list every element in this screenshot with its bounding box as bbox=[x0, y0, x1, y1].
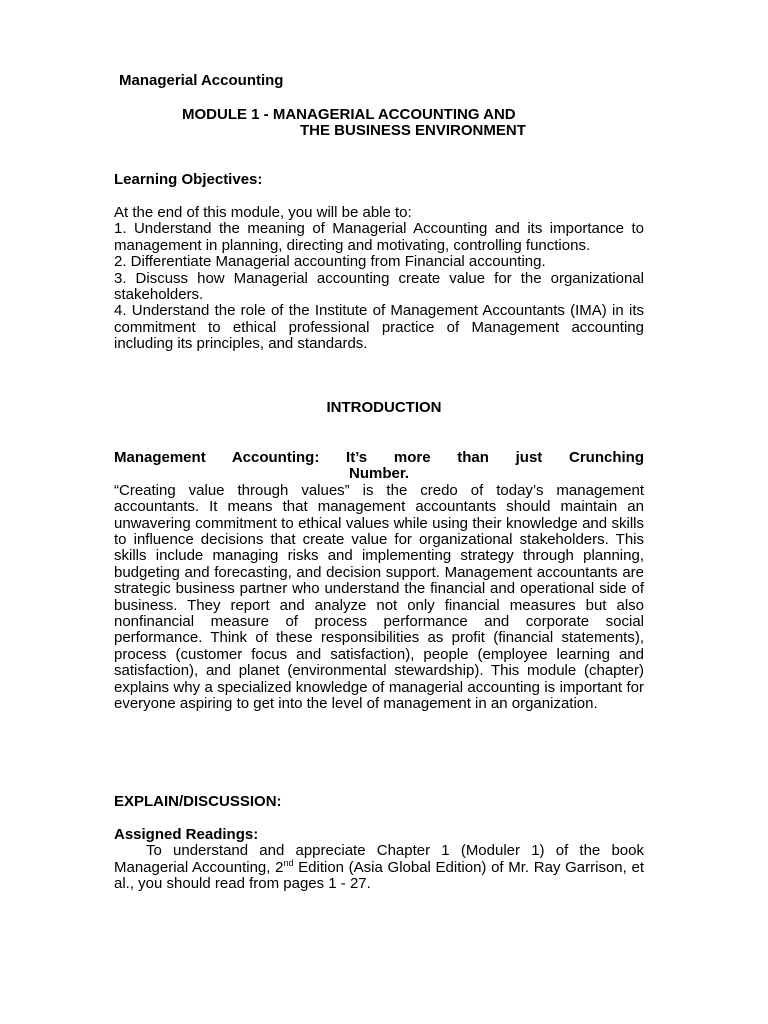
introduction-body: “Creating value through values” is the credo of today’s management accountants. It means that management accountants should maintain an unwavering commitment to ethical values while using their knowledge and skills to influence decisions that create value for organizational stakeholders. This skills include managing risks and implementing strategy through planning, budgeting and forecasting, and decision support. Management accountants are strategic business partner who understand the financial and operational side of business. They report and analyze not only financial measures but also nonfinancial measure of process performance and corporate social performance. Think of these responsibilities as profit (financial statements), process (customer focus and satisfaction), people (employee learning and satisfaction), and planet (environmental stewardship). This module (chapter) explains why a specialized knowledge of managerial accounting is important for everyone aspiring to get into the level of management in an organization. bbox=[114, 481, 644, 713]
objective-item: 3. Discuss how Managerial accounting create value for the organizational stakeholders. bbox=[114, 269, 644, 304]
learning-objectives-heading bbox=[114, 172, 644, 188]
course-title: Managerial Accounting bbox=[119, 72, 284, 89]
assigned-readings-section bbox=[114, 827, 644, 893]
introduction-subhead-line1: Management Accounting: It’s more than just Crunching bbox=[114, 449, 644, 466]
introduction-section bbox=[114, 450, 644, 713]
module-title-line2: THE BUSINESS ENVIRONMENT bbox=[300, 122, 526, 139]
learning-objectives-title: Learning Objectives: bbox=[114, 171, 263, 188]
objective-item: 2. Differentiate Managerial accounting from Financial accounting. bbox=[114, 253, 546, 271]
explain-heading: EXPLAIN/DISCUSSION: bbox=[114, 793, 282, 810]
introduction-heading: INTRODUCTION bbox=[326, 399, 442, 416]
objective-item: 4. Understand the role of the Institute of Management Accountants (IMA) in its commitment to ethical professional practice of Management accounting including its principles, and standards. bbox=[114, 302, 644, 353]
edition-superscript: nd bbox=[283, 857, 294, 868]
module-title-line1: MODULE 1 - MANAGERIAL ACCOUNTING AND bbox=[182, 106, 516, 123]
assigned-readings-heading: Assigned Readings: bbox=[114, 826, 259, 843]
assigned-readings-text bbox=[114, 843, 644, 892]
assigned-readings-text-part2: Edition (Asia Global Edition) of Mr. Ray Garrison, et al., you should read from pages 1 - 27. bbox=[114, 858, 644, 893]
objectives-list bbox=[114, 221, 644, 352]
learning-objectives-intro: At the end of this module, you will be able to: bbox=[114, 204, 412, 221]
assigned-readings-text-part1: To understand and appreciate Chapter 1 (Moduler 1) of the book Managerial Accounting, 2 bbox=[114, 842, 644, 876]
introduction-subhead-line2: Number. bbox=[348, 465, 409, 483]
learning-objectives-section bbox=[114, 205, 644, 353]
module-title bbox=[182, 107, 526, 139]
objective-item: 1. Understand the meaning of Managerial Accounting and its importance to management in planning, directing and motivating, controlling functions. bbox=[114, 220, 644, 254]
explain-section bbox=[114, 794, 644, 810]
